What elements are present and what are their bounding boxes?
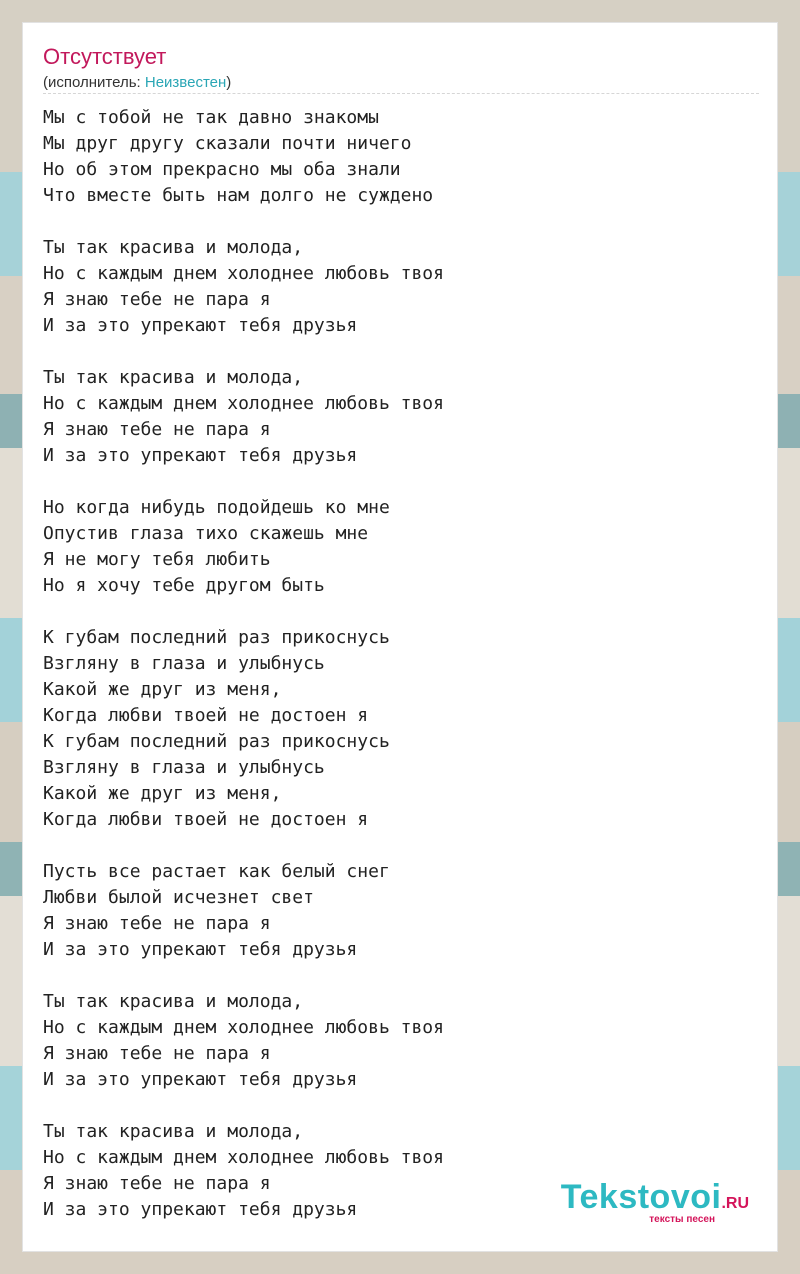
lyrics-text: Мы с тобой не так давно знакомы Мы друг другу сказали почти ничего Но об этом прекрасно мы оба знали Что вместе быть нам долго не суждено Ты так красива и молода, Но с каждым днем холоднее любовь твоя Я знаю тебе не пара я И за это упрекают тебя друзья Ты так красива и молода, Но с каждым днем холоднее любовь твоя Я знаю тебе не пара я И за это упрекают тебя друзья Но когда нибудь подойдешь ко мне Опустив глаза тихо скажешь мне Я не могу тебя любить Но я хочу тебе другом быть К губам последний раз прикоснусь Взгляну в глаза и улыбнусь Какой же друг из меня, Когда любви твоей не достоен я К губам последний раз прикоснусь Взгляну в глаза и улыбнусь Какой же друг из меня, Когда любви твоей не достоен я Пусть все растает как белый снег Любви былой исчезнет свет Я знаю тебе не пара я И за это упрекают тебя друзья Ты так красива и молода, Но с каждым днем холоднее любовь твоя Я знаю тебе не пара я И за это упрекают тебя друзья Ты так красива и молода, Но с каждым днем холоднее любовь твоя Я знаю тебе не пара я И за это упрекают тебя друзья xyxy=(43,107,444,1220)
logo-domain: .RU xyxy=(721,1195,749,1212)
site-logo[interactable] xyxy=(561,1179,749,1225)
artist-prefix: (исполнитель: xyxy=(43,74,145,91)
artist-line xyxy=(43,73,231,93)
artist-link[interactable]: Неизвестен xyxy=(144,74,227,91)
song-title: Отсутствует xyxy=(43,44,167,69)
artist-suffix: ) xyxy=(226,74,232,91)
lyrics-card xyxy=(22,22,778,1252)
logo-tagline: тексты песен xyxy=(649,1214,715,1225)
header-divider xyxy=(43,93,759,94)
logo-name: Tekstovoi xyxy=(560,1178,722,1216)
